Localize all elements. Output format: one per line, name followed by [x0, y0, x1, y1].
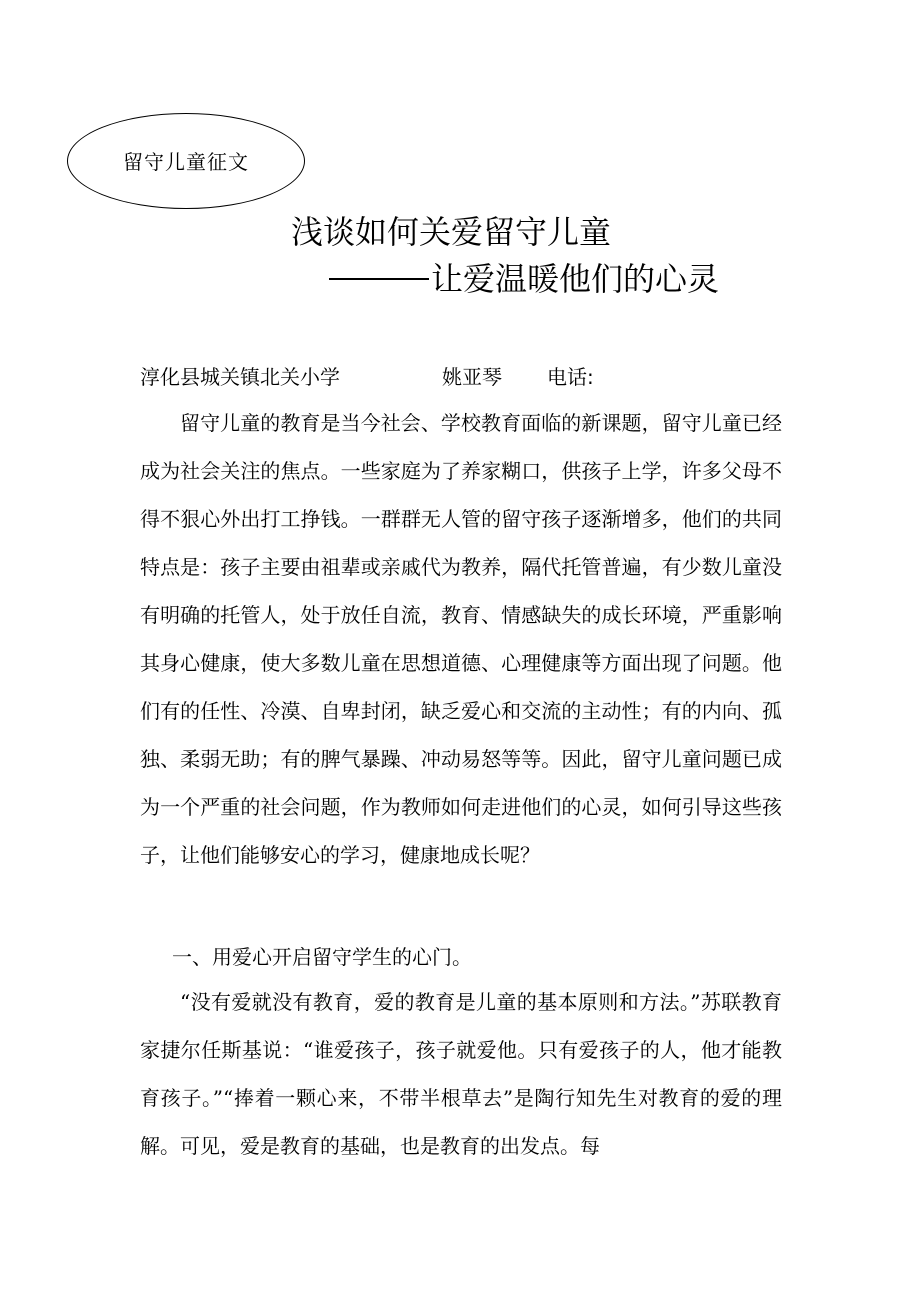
- document-subtitle: [329, 255, 719, 303]
- stamp-label: 留守儿童征文: [123, 150, 249, 174]
- section-1-heading: 一、用爱心开启留守学生的心门。: [172, 945, 472, 969]
- body-paragraph-1: 留守儿童的教育是当今社会、学校教育面临的新课题，留守儿童已经成为社会关注的焦点。一些家庭为了养家糊口，供孩子上学，许多父母不得不狠心外出打工挣钱。一群群无人管的留守孩子逐渐增多，他们的共同特点是：孩子主要由祖辈或亲戚代为教养，隔代托管普遍，有少数儿童没有明确的托管人，处于放任自流，教育、情感缺失的成长环境，严重影响其身心健康，使大多数儿童在思想道德、心理健康等方面出现了问题。他们有的任性、冷漠、自卑封闭，缺乏爱心和交流的主动性；有的内向、孤独、柔弱无助；有的脾气暴躁、冲动易怒等等。因此，留守儿童问题已成为一个严重的社会问题，作为教师如何走进他们的心灵，如何引导这些孩子，让他们能够安心的学习，健康地成长呢？: [140, 411, 782, 867]
- author-line: [140, 361, 594, 393]
- essay-category-stamp: [67, 113, 305, 209]
- author-school: 淳化县城关镇北关小学: [140, 365, 340, 389]
- author-phone-label: 电话:: [547, 365, 594, 389]
- subtitle-text: 让爱温暖他们的心灵: [431, 260, 720, 298]
- subtitle-dash: [329, 278, 429, 280]
- author-name: 姚亚琴: [442, 365, 502, 389]
- document-title: 浅谈如何关爱留守儿童: [291, 213, 612, 251]
- body-paragraph-2: “没有爱就没有教育，爱的教育是儿童的基本原则和方法。”苏联教育家捷尔任斯基说：“谁爱孩子，孩子就爱他。只有爱孩子的人，他才能教育孩子。”“捧着一颗心来，不带半根草去”是陶行知先生对教育的爱的理解。可见，爱是教育的基础，也是教育的出发点。每: [140, 990, 782, 1158]
